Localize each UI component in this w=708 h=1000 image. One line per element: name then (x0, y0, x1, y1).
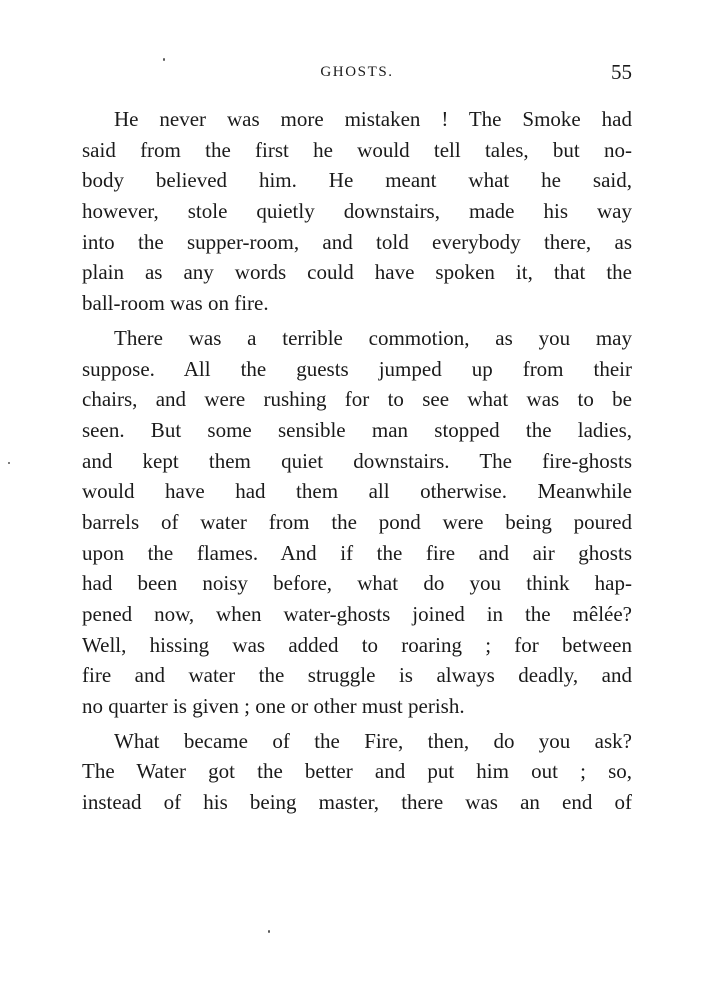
paper-speck (268, 930, 270, 933)
page-number: 55 (611, 60, 632, 84)
paper-speck (163, 58, 165, 61)
paragraph (82, 726, 632, 818)
paragraph (82, 323, 632, 722)
text-line: The Water got the better and put him out ; so, (82, 759, 632, 784)
running-head: GHOSTS. (320, 64, 394, 80)
text-line: He never was more mistaken ! The Smoke had (114, 107, 632, 131)
text-line: instead of his being master, there was an end of (82, 790, 632, 815)
text-line: Well, hissing was added to roaring ; for between (82, 632, 632, 657)
text-line: however, stole quietly downstairs, made his way (82, 199, 632, 224)
text-line: barrels of water from the pond were being poured (82, 509, 632, 534)
paper-speck (8, 462, 10, 464)
text-line: There was a terrible commotion, as you may (114, 325, 632, 350)
text-line: ball-room was on fire. (82, 291, 269, 316)
text-line: had been noisy before, what do you think hap- (82, 571, 632, 596)
text-line: said from the first he would tell tales, but no- (82, 137, 632, 162)
text-line: would have had them all otherwise. Meanwhile (82, 479, 632, 504)
text-line: What became of the Fire, then, do you ask? (114, 728, 632, 753)
text-line: and kept them quiet downstairs. The fire-ghosts (82, 448, 632, 473)
text-line: seen. But some sensible man stopped the ladies, (82, 417, 632, 442)
text-line: plain as any words could have spoken it, that the (82, 260, 632, 285)
text-line: pened now, when water-ghosts joined in the mêlée? (82, 602, 632, 626)
text-line: suppose. All the guests jumped up from their (82, 356, 632, 381)
text-line: fire and water the struggle is always deadly, and (82, 663, 632, 688)
text-line: chairs, and were rushing for to see what was to be (82, 387, 632, 412)
text-line: no quarter is given ; one or other must perish. (82, 694, 465, 719)
text-line: into the supper-room, and told everybody there, as (82, 229, 632, 254)
text-line: body believed him. He meant what he said, (82, 168, 632, 193)
page-header (82, 60, 632, 90)
text-line: upon the flames. And if the fire and air ghosts (82, 540, 632, 565)
body-text (82, 104, 632, 818)
paragraph (82, 104, 632, 319)
